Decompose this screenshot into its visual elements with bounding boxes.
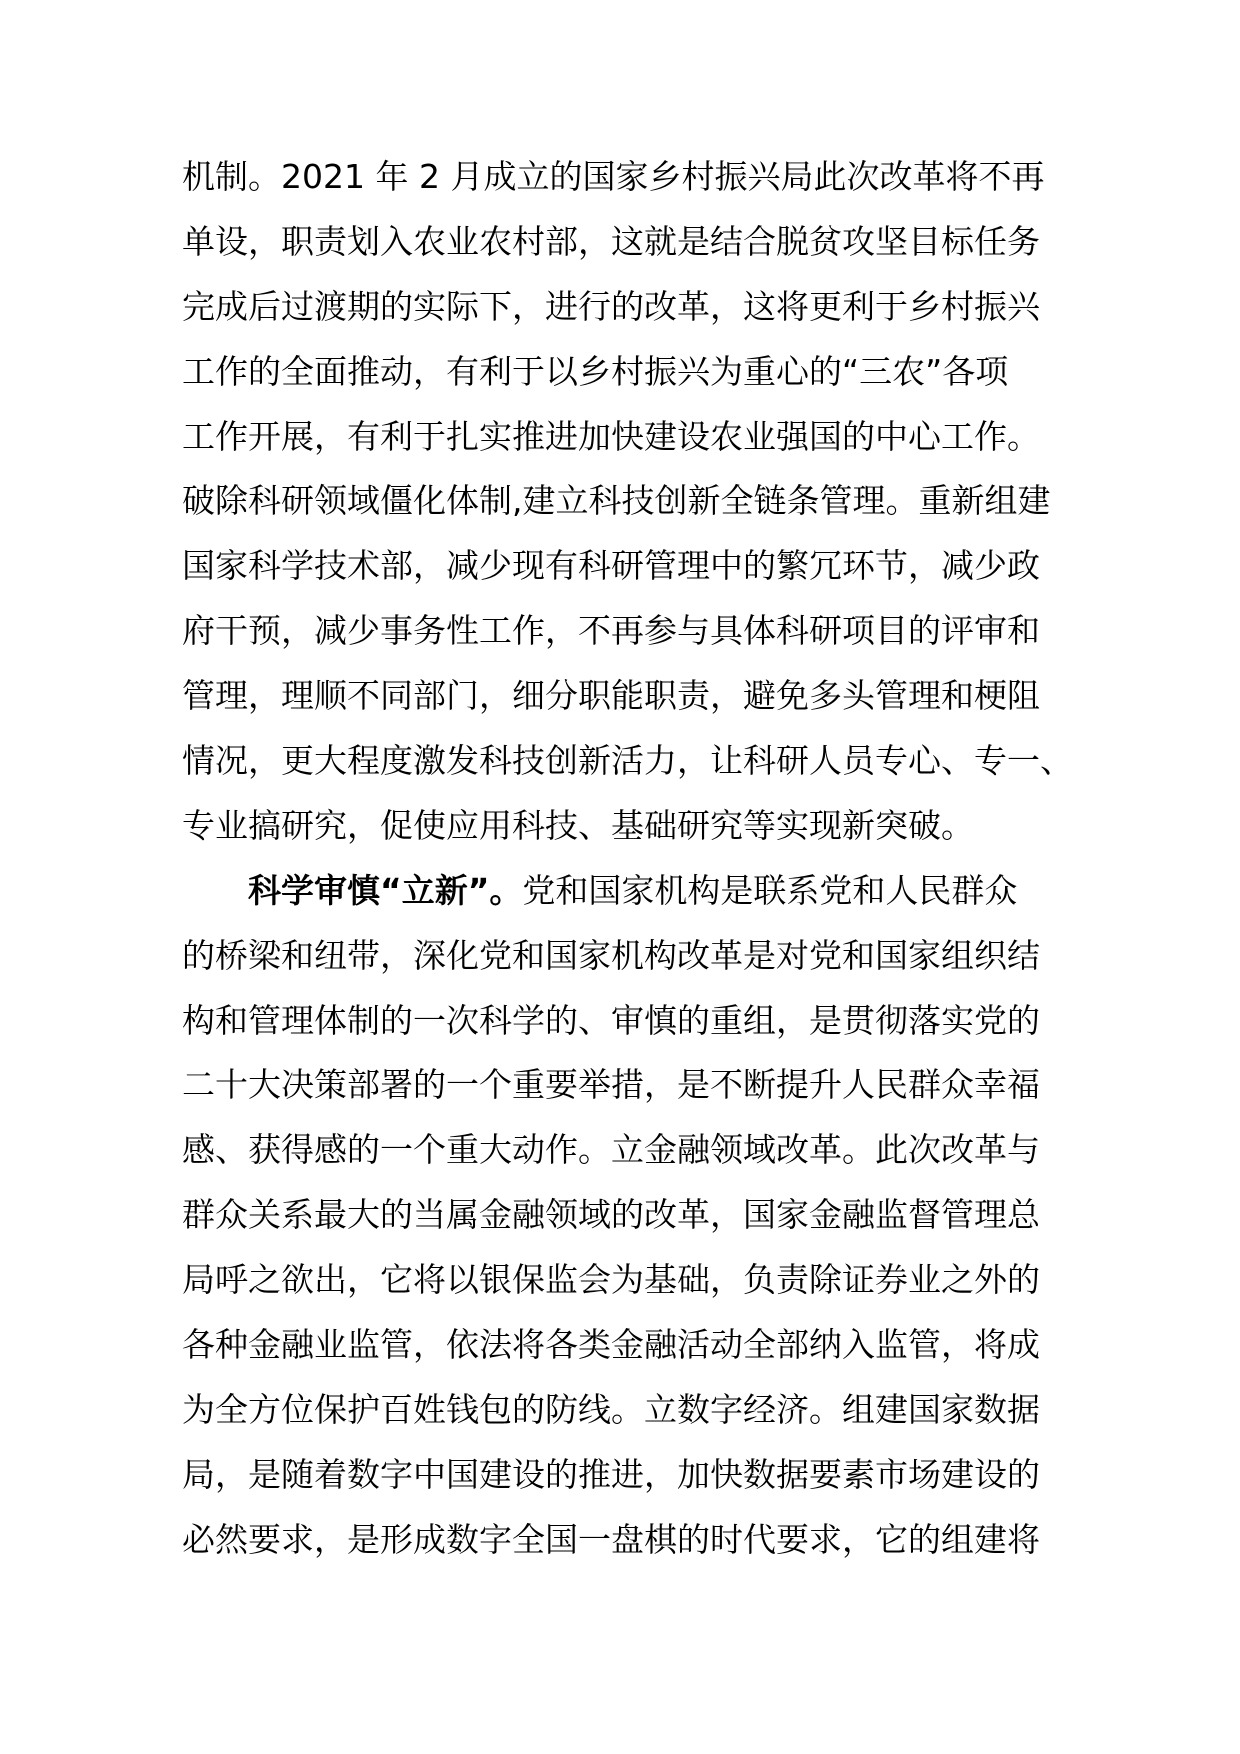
text-line: 工作的全面推动，有利于以乡村振兴为重心的“三农”各项 [182, 351, 1009, 391]
text-line: 完成后过渡期的实际下，进行的改革，这将更利于乡村振兴 [182, 286, 1040, 326]
section-heading: 科学审慎“立新”。 [248, 870, 523, 910]
text-line: 国家科学技术部，减少现有科研管理中的繁冗环节，减少政 [182, 546, 1040, 586]
section-first-line-text: 党和国家机构是联系党和人民群众 [522, 870, 1018, 910]
text-line: 专业搞研究，促使应用科技、基础研究等实现新突破。 [182, 805, 974, 845]
text-line: 府干预，减少事务性工作，不再参与具体科研项目的评审和 [182, 611, 1040, 651]
text-line: 二十大决策部署的一个重要举措，是不断提升人民群众幸福 [182, 1065, 1040, 1105]
text-line: 管理，理顺不同部门，细分职能职责，避免多头管理和梗阻 [182, 676, 1040, 716]
text-line: 感、获得感的一个重大动作。立金融领域改革。此次改革与 [182, 1130, 1040, 1170]
text-line: 的桥梁和纽带，深化党和国家机构改革是对党和国家组织结 [182, 935, 1040, 975]
text-line: 破除科研领域僵化体制,建立科技创新全链条管理。重新组建 [182, 481, 1051, 521]
document-body [182, 145, 1082, 1573]
text-line: 情况，更大程度激发科技创新活力，让科研人员专心、专一、 [182, 741, 1073, 781]
text-line: 为全方位保护百姓钱包的防线。立数字经济。组建国家数据 [182, 1389, 1040, 1429]
text-line: 局，是随着数字中国建设的推进，加快数据要素市场建设的 [182, 1454, 1040, 1494]
section-first-line [182, 859, 1082, 924]
text-line: 工作开展，有利于扎实推进加快建设农业强国的中心工作。 [182, 416, 1040, 456]
text-line: 局呼之欲出，它将以银保监会为基础，负责除证券业之外的 [182, 1260, 1040, 1300]
text-line: 必然要求，是形成数字全国一盘棋的时代要求，它的组建将 [182, 1519, 1040, 1559]
text-line: 单设，职责划入农业农村部，这就是结合脱贫攻坚目标任务 [182, 221, 1040, 261]
text-line: 群众关系最大的当属金融领域的改革，国家金融监督管理总 [182, 1195, 1040, 1235]
text-line: 机制。2021 年 2 月成立的国家乡村振兴局此次改革将不再 [182, 157, 1045, 196]
text-line: 构和管理体制的一次科学的、审慎的重组，是贯彻落实党的 [182, 1000, 1040, 1040]
text-line: 各种金融业监管，依法将各类金融活动全部纳入监管，将成 [182, 1325, 1040, 1365]
